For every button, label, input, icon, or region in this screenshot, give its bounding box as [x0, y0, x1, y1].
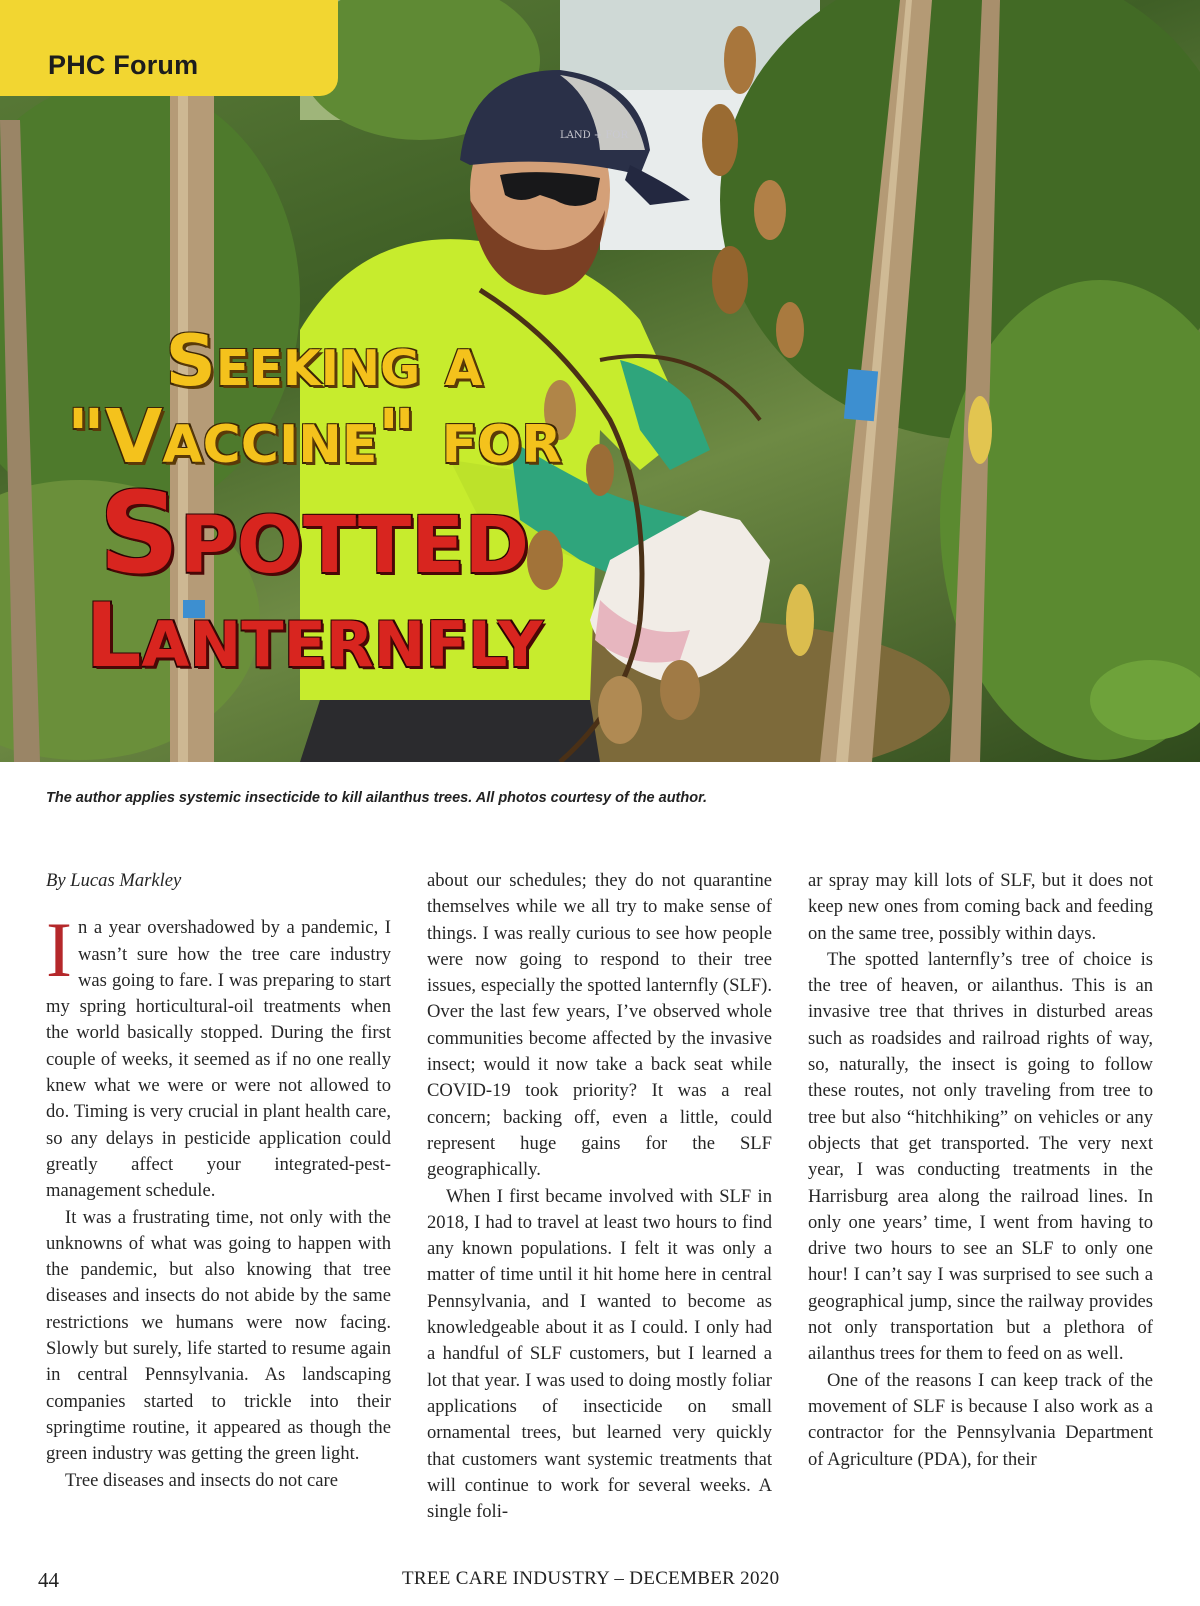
paragraph: When I first became involved with SLF in 2018, I had to travel at least two hours to find any known populations. I felt it was only a matter of time until it hit home here in central Pennsylvania, and I wanted to become as knowledgeable about it as I could. I only had a handful of SLF customers, but I learned a lot that year. I was used to doing mostly foliar applications of insecticide on small ornamental trees, but learned very quickly that customers want systemic treatments that will continue to work for several weeks. A single foli-: [427, 1185, 772, 1523]
headline-line-4: Lanternfly: [85, 584, 543, 687]
paragraph-text: n a year overshadowed by a pandemic, I wasn’t sure how the tree care industry was going to fare. I was preparing to start my spring horticultural-oil treatments when the world basically stopped. During the first couple of weeks, it seemed as if no one really knew what we were or were not allowed to do. Timing is very crucial in plant health care, so any delays in pesticide application could greatly affect your integrated-pest-management schedule.: [46, 917, 391, 1202]
hero-photo: [0, 0, 1200, 762]
article-headline: [54, 320, 574, 687]
headline-line-1: Seeking a: [165, 320, 483, 402]
paragraph: The spotted lanternfly’s tree of choice is the tree of heaven, or ailanthus. This is an invasive tree that thrives in disturbed areas such as roadsides and railroad rights of way, so, naturally, the insect is going to follow these routes, not only traveling from tree to tree but also “hitchhiking” on vehicles or any objects that get transported. The very next year, I was conducting treatments in the Harrisburg area along the railroad lines. In only one years’ time, I went from having to drive two hours to see an SLF to only one hour! I can’t say I was surprised to see such a geographical jump, since the railway provides not only transportation but a plethora of ailanthus trees for them to feed on as well.: [808, 948, 1153, 1365]
paragraph: about our schedules; they do not quarantine themselves while we all try to make sense of things. I was really curious to see how people were now going to respond to their tree issues, especially the spotted lanternfly (SLF). Over the last few years, I’ve observed whole communities become affected by the invasive insect; would it now take a back seat while COVID-19 took priority? It was a real concern; backing off, even a little, could represent huge gains for the SLF geographically.: [427, 870, 772, 1181]
paragraph: ar spray may kill lots of SLF, but it does not keep new ones from coming back and feeding on the same tree, possibly within days.: [808, 870, 1153, 944]
cap-logo-text: LAND + FOR: [560, 130, 629, 141]
drop-cap: I: [46, 906, 72, 994]
paragraph: [46, 906, 391, 1204]
section-label: PHC Forum: [48, 50, 199, 80]
headline-line-3: Spotted: [98, 469, 530, 599]
article-column-1: [46, 868, 391, 1494]
article-column-3: [808, 868, 1153, 1473]
section-tab: [0, 0, 338, 96]
article-column-2: [427, 868, 772, 1525]
publication-footer: TREE CARE INDUSTRY – DECEMBER 2020: [402, 1568, 780, 1589]
paragraph: It was a frustrating time, not only with the unknowns of what was going to happen with the pandemic, but also knowing that tree diseases and insects do not abide by the same restrictions we humans were now facing. Slowly but surely, life started to resume again in central Pennsylvania. As landscaping companies started to trickle into their springtime routine, it appeared as though the green industry was getting the green light.: [46, 1206, 391, 1465]
byline: By Lucas Markley: [46, 870, 182, 891]
photo-caption: The author applies systemic insecticide to kill ailanthus trees. All photos courtesy of the author.: [46, 790, 707, 806]
paragraph: Tree diseases and insects do not care: [65, 1469, 338, 1491]
paragraph: One of the reasons I can keep track of the movement of SLF is because I also work as a contractor for the Pennsylvania Department of Agriculture (PDA), for their: [808, 1369, 1153, 1470]
page-number: 44: [38, 1568, 59, 1592]
headline-line-2: "Vaccine" for: [66, 394, 562, 480]
